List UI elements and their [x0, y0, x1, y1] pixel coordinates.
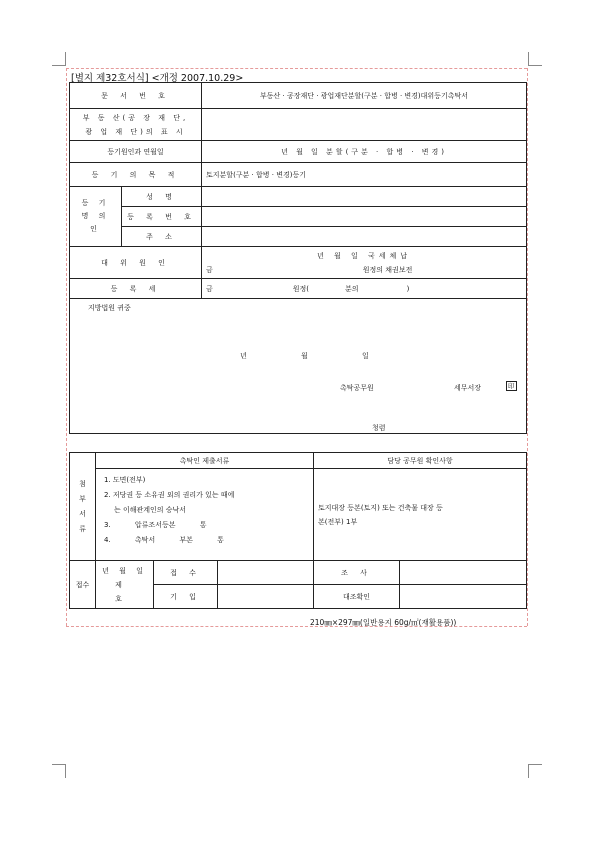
request-form-table: [69, 82, 527, 434]
name-label: 성 명: [122, 187, 202, 207]
crop-mark-bottom-left: [65, 764, 66, 778]
crop-mark-bottom-right-h: [528, 764, 542, 765]
write-field[interactable]: [218, 585, 314, 609]
subrogation-value: [202, 247, 527, 279]
attachment-item: 1. 도면(전부): [104, 476, 146, 484]
attachments-right-header: 담당 공무원 확인사항: [314, 453, 527, 469]
attachments-side-label: 첨 부 서 류: [70, 453, 96, 561]
receipt-label: 접수: [70, 561, 96, 609]
official-label: 촉탁공무원: [340, 384, 374, 392]
attachments-list: [96, 469, 314, 561]
guide-left: [66, 68, 67, 626]
attachments-left-header: 촉탁인 제출서류: [96, 453, 314, 469]
address-field[interactable]: [202, 227, 527, 247]
cause-label: 등기원인과 연월일: [70, 141, 202, 163]
tax-prefix: 금: [206, 284, 213, 293]
receive-field[interactable]: [218, 561, 314, 585]
crop-mark-bottom-right: [528, 764, 529, 778]
tax-value: [202, 279, 527, 299]
subrogation-suffix: 원정의 채권보전: [362, 265, 413, 274]
officer-check-text: 토지대장 등본(토지) 또는 건축물 대장 등 본(전부) 1부: [314, 469, 527, 561]
attachment-item: 는 이해관계인의 승낙서: [114, 506, 187, 514]
crop-mark-top-right-h: [528, 65, 542, 66]
check-field[interactable]: [400, 561, 527, 585]
subrogation-date: 년 월 일 국세체납: [317, 251, 412, 260]
tax-count: 분의: [345, 284, 359, 293]
guide-top: [66, 68, 527, 69]
write-label: 기 입: [154, 585, 218, 609]
attachment-item: 3. 압류조서등본 통: [104, 521, 207, 529]
address-label: 주 소: [122, 227, 202, 247]
attachment-item: 2. 저당권 등 소유권 외의 권리가 있는 때에: [104, 491, 235, 499]
purpose-label: 등 기 의 목 적: [70, 163, 202, 187]
subrogation-prefix: 금: [206, 265, 213, 274]
obligor-label: 등 기 명 의 인: [70, 187, 122, 247]
request-date: 년 월 일: [240, 352, 395, 360]
property-field[interactable]: [202, 109, 527, 141]
reg-no-field[interactable]: [202, 207, 527, 227]
name-field[interactable]: [202, 187, 527, 207]
reg-no-label: 등 록 번 호: [122, 207, 202, 227]
form-header: [별지 제32호서식] <개정 2007.10.29>: [71, 73, 244, 84]
receive-label: 접 수: [154, 561, 218, 585]
guide-bottom: [66, 626, 527, 627]
crop-mark-bottom-left-h: [52, 764, 66, 765]
check-label: 조 사: [314, 561, 400, 585]
subrogation-label: 대 위 원 인: [70, 247, 202, 279]
paper-spec-note: 210㎜×297㎜(일반용지 60g/㎡(재활용품)): [310, 618, 457, 627]
crop-mark-top-left-h: [52, 65, 66, 66]
cause-value: 년 월 일 분할(구분 · 합병 · 변경): [202, 141, 527, 163]
doc-no-label: 문 서 번 호: [70, 83, 202, 109]
receipt-date-no: 년 월 일 제 호: [96, 561, 154, 609]
verify-field[interactable]: [400, 585, 527, 609]
crop-mark-top-right: [528, 52, 529, 66]
seal-icon: 印: [508, 382, 515, 390]
crop-mark-top-left: [65, 52, 66, 66]
doc-title: 부동산 · 공장재단 · 광업재단분할(구분 · 합병 · 변경)대위등기촉탁서: [202, 83, 527, 109]
verify-label: 대조확인: [314, 585, 400, 609]
attachments-table: [69, 452, 527, 609]
seal-caption: 청렴: [372, 424, 386, 432]
tax-close: ): [406, 284, 410, 293]
purpose-value: 토지분할(구분 · 합병 · 변경)등기: [202, 163, 527, 187]
tax-mid: 원정(: [292, 284, 310, 293]
recipient: 지방법원 귀중: [88, 304, 131, 312]
tax-office-label: 세무서장: [454, 384, 482, 392]
request-body: [70, 299, 527, 434]
guide-right: [527, 68, 528, 626]
tax-label: 등 록 세: [70, 279, 202, 299]
property-label: 부 동 산(공 장 재 단, 광 업 재 단)의 표 시: [70, 109, 202, 141]
attachment-item: 4. 촉탁서 부본 통: [104, 536, 224, 544]
